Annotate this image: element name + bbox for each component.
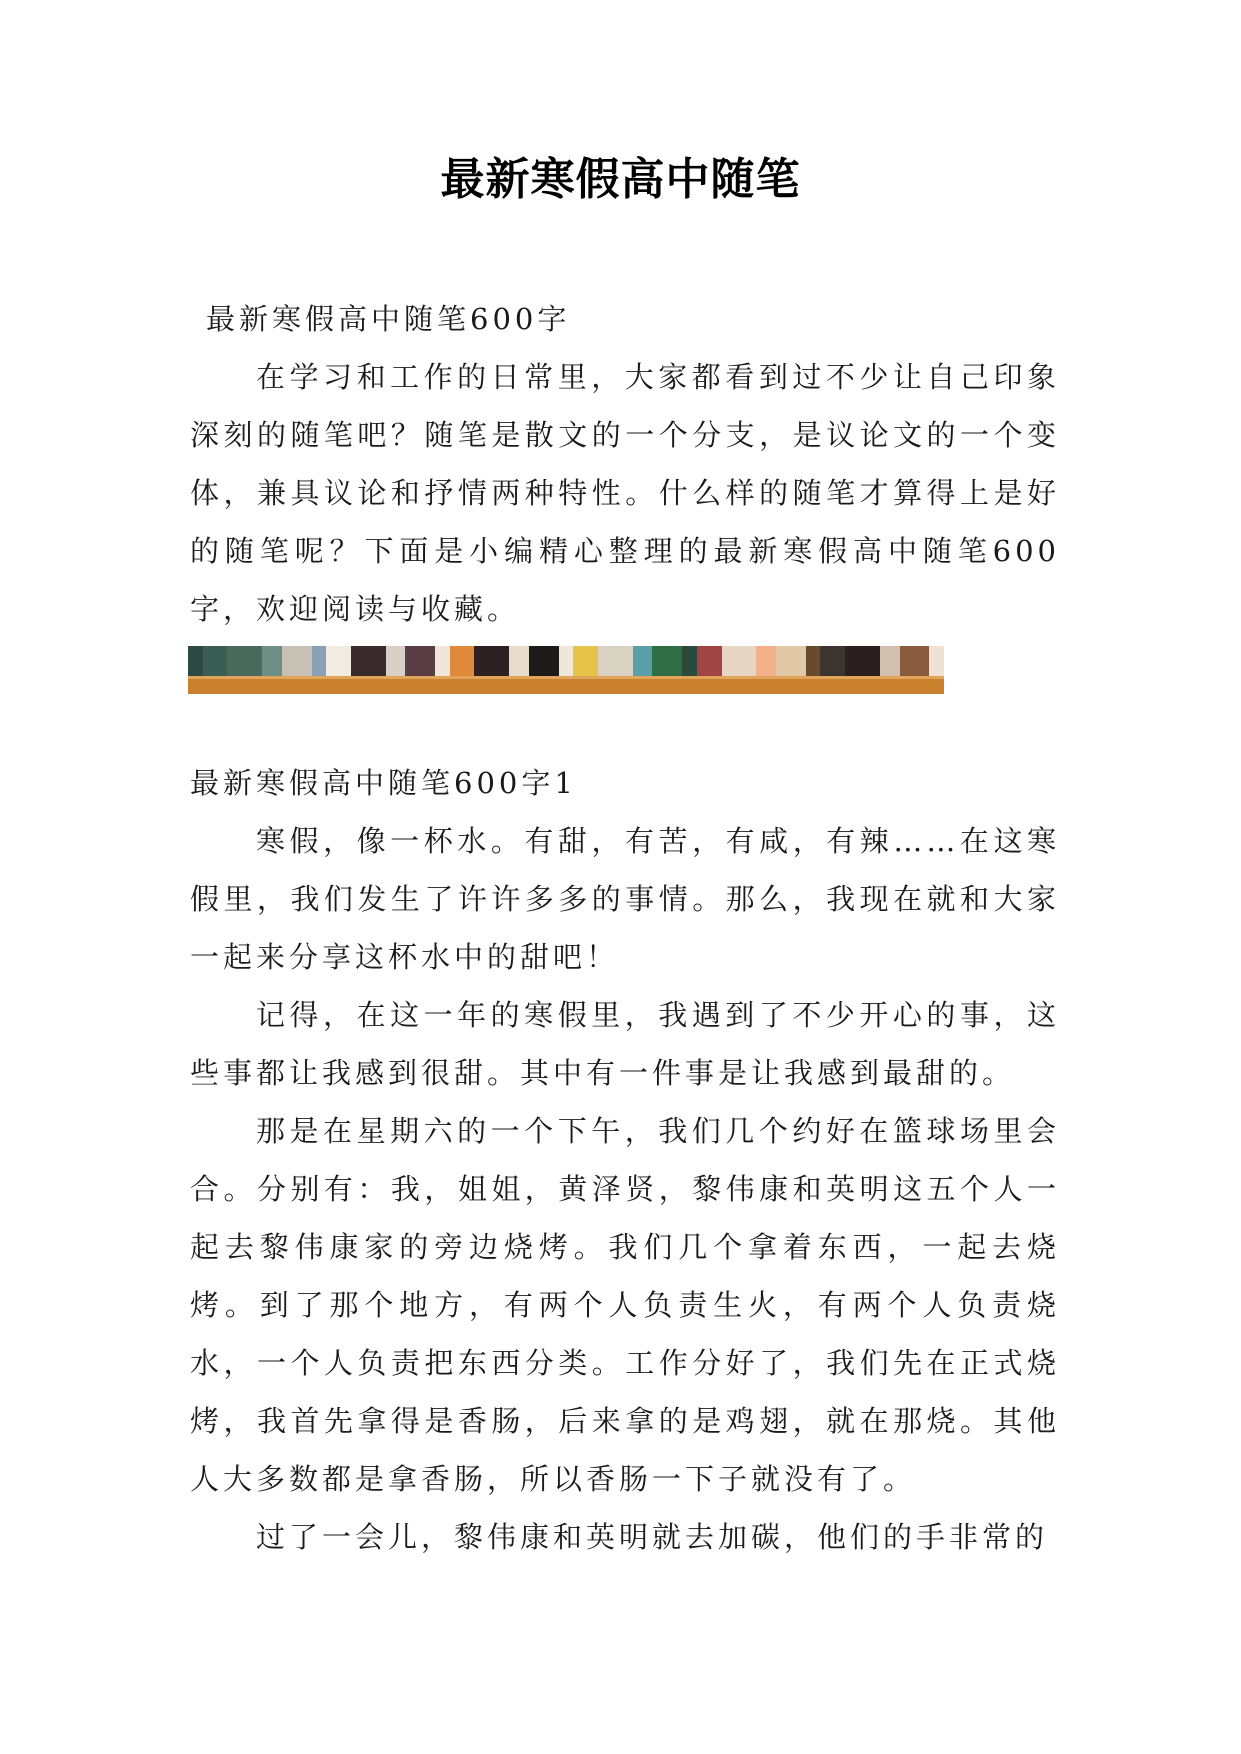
book-spine [652, 646, 682, 676]
book-spine [351, 646, 386, 676]
book-spine [529, 646, 559, 676]
book-spine [188, 646, 203, 676]
book-spine [633, 646, 653, 676]
book-spine [282, 646, 312, 676]
book-spine [450, 646, 475, 676]
article-subtitle: 最新寒假高中随笔600字 [206, 302, 571, 336]
book-spine [262, 646, 282, 676]
book-spine [697, 646, 722, 676]
body-paragraph: 记得，在这一年的寒假里，我遇到了不少开心的事，这些事都让我感到很甜。其中有一件事是让我感到最甜的。 [190, 998, 1060, 1090]
book-spine [509, 646, 529, 676]
section-heading: 最新寒假高中随笔600字1 [190, 766, 577, 800]
book-spine [559, 646, 574, 676]
book-spine [776, 646, 806, 676]
body-paragraph: 那是在星期六的一个下午，我们几个约好在篮球场里会合。分别有：我，姐姐，黄泽贤，黎伟康和英明这五个人一起去黎伟康家的旁边烧烤。我们几个拿着东西，一起去烧烤。到了那个地方，有两个人负责生火，有两个人负责烧水，一个人负责把东西分类。工作分好了，我们先在正式烧烤，我首先拿得是香肠，后来拿的是鸡翅，就在那烧。其他人大多数都是拿香肠，所以香肠一下子就没有了。 [190, 1114, 1060, 1496]
book-spine [598, 646, 633, 676]
book-spine [203, 646, 228, 676]
document-body [190, 290, 1060, 1566]
book-spine [435, 646, 450, 676]
book-spine [806, 646, 821, 676]
book-spine [573, 646, 598, 676]
body-paragraph: 寒假，像一杯水。有甜，有苦，有咸，有辣……在这寒假里，我们发生了许许多多的事情。那么，我现在就和大家一起来分享这杯水中的甜吧！ [190, 824, 1060, 974]
book-spine [722, 646, 757, 676]
document-title: 最新寒假高中随笔 [440, 154, 801, 205]
book-spine [474, 646, 509, 676]
book-spine [900, 646, 930, 676]
book-spine [929, 646, 944, 676]
bookshelf-books [188, 646, 944, 676]
book-spine [386, 646, 406, 676]
bookshelf-banner-image [188, 646, 944, 694]
book-spine [326, 646, 351, 676]
book-spine [227, 646, 262, 676]
intro-paragraph: 在学习和工作的日常里，大家都看到过不少让自己印象深刻的随笔吧？随笔是散文的一个分支，是议论文的一个变体，兼具议论和抒情两种特性。什么样的随笔才算得上是好的随笔呢？下面是小编精心整理的最新寒假高中随笔600字，欢迎阅读与收藏。 [190, 360, 1060, 626]
book-spine [682, 646, 697, 676]
book-spine [820, 646, 845, 676]
book-spine [312, 646, 327, 676]
book-spine [405, 646, 435, 676]
body-paragraph: 过了一会儿，黎伟康和英明就去加碳，他们的手非常的 [256, 1520, 1049, 1554]
book-spine [756, 646, 776, 676]
bookshelf-shelf [188, 676, 944, 694]
book-spine [845, 646, 880, 676]
book-spine [880, 646, 900, 676]
